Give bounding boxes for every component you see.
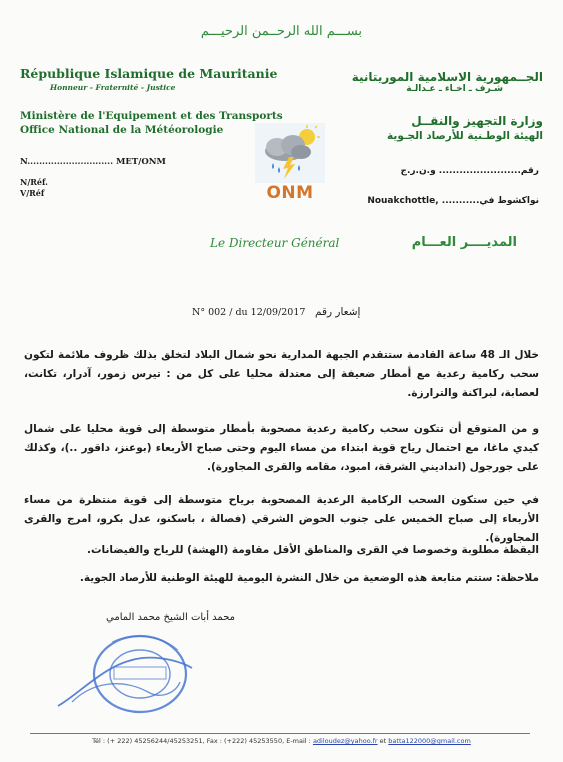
logo-text: ONM [266, 183, 314, 203]
fr-your-ref: V/Réf [20, 188, 45, 198]
fr-republic-name: République Islamique de Mauritanie [20, 66, 278, 81]
notice-label-ar: إشعار رقم [315, 306, 361, 318]
footer-email-2[interactable]: batta122000@gmail.com [388, 737, 471, 745]
ar-republic-name: الجــمهورية الاسلامية الموريتانية [351, 70, 543, 84]
fr-motto: Honneur - Fraternité - Justice [50, 83, 176, 92]
paragraph-4: اليقظة مطلوبة وخصوصا في القرى والمناطق الأقل مقاومة (الهشة) للرياح والفيضانات. [86, 544, 539, 556]
ar-ref-line: رقم........................ و.ن.ر.ج [400, 166, 539, 176]
ar-city-date-line: نواكشوط في........... ,Nouakchottle [367, 196, 539, 206]
ar-ministry-name: وزارة التجهيز والنقــل [411, 114, 543, 128]
footer-phone-fax: Tél : (+ 222) 45256244/45253251, Fax : (+222) 45253550, E-mail : [92, 737, 311, 745]
fr-ref-line: N............................. MET/ONM [20, 157, 166, 167]
director-title-fr: Le Directeur Général [210, 236, 340, 250]
fr-ministry-name: Ministère de l'Equipement et des Transports [20, 110, 283, 122]
footer-email-1[interactable]: adiloudez@yahoo.fr [312, 737, 378, 745]
paragraph-1: خلال الـ 48 ساعة القادمة ستتقدم الجبهة المدارية نحو شمال البلاد لتخلق بذلك ظروف ملائمة لتكون سحب ركامية رعدية مع أمطار ضعيفة إلى معتدلة محليا على كل من : تيرس زمور، آدرار، تكانت، لعصابة، لبراكنة والترارزة. [24, 349, 540, 399]
basmala: بســـم الله الرحــمن الرحيـــم [200, 24, 363, 39]
ar-office-name: الهيئة الوطـنية للأرصاد الجـوية [387, 130, 543, 142]
weather-cloud-icon [255, 123, 325, 183]
official-stamp-icon [52, 622, 197, 722]
fr-office-name: Office National de la Météorologie [20, 124, 224, 136]
onm-logo [255, 123, 325, 209]
paragraph-3: في حين ستكون السحب الركامية الرعدية المصحوبة برياح متوسطة إلى قوية منتظرة من مساء الأربعاء إلى صباح الخميس على جنوب الحوض الشرقي (فصالة ، باسكنو، عدل بكرو، امرج والقرى المجاورة). [24, 494, 539, 544]
footer-and: et [377, 737, 389, 745]
footer-contact [0, 737, 563, 745]
ar-motto: شـرف ـ اخـاء ـ عـدالـة [406, 84, 503, 94]
director-title-ar: المديــــر العـــام [411, 235, 517, 250]
signatory-name: محمد أبات الشيخ محمد المامي [106, 612, 235, 623]
paragraph-5: ملاحظة: ستتم متابعة هذه الوضعية من خلال النشرة اليومية للهيئة الوطنية للأرصاد الجوية. [79, 572, 539, 584]
footer-divider [30, 733, 530, 734]
fr-our-ref: N/Réf. [20, 177, 48, 187]
notice-number: N° 002 / du 12/09/2017 [192, 307, 306, 318]
paragraph-2: و من المتوقع أن تتكون سحب ركامية رعدية مصحوبة بأمطار متوسطة إلى قوية محليا على شمال كيدي ماغا، مع احتمال رياح قوية ابتداء من مساء اليوم وحتى صباح الأربعاء (بوعنز، داقور ..)، وكذلك على جورجول (انداديني الشرقة، امبود، مقامه والقرى المجاورة). [24, 423, 539, 473]
